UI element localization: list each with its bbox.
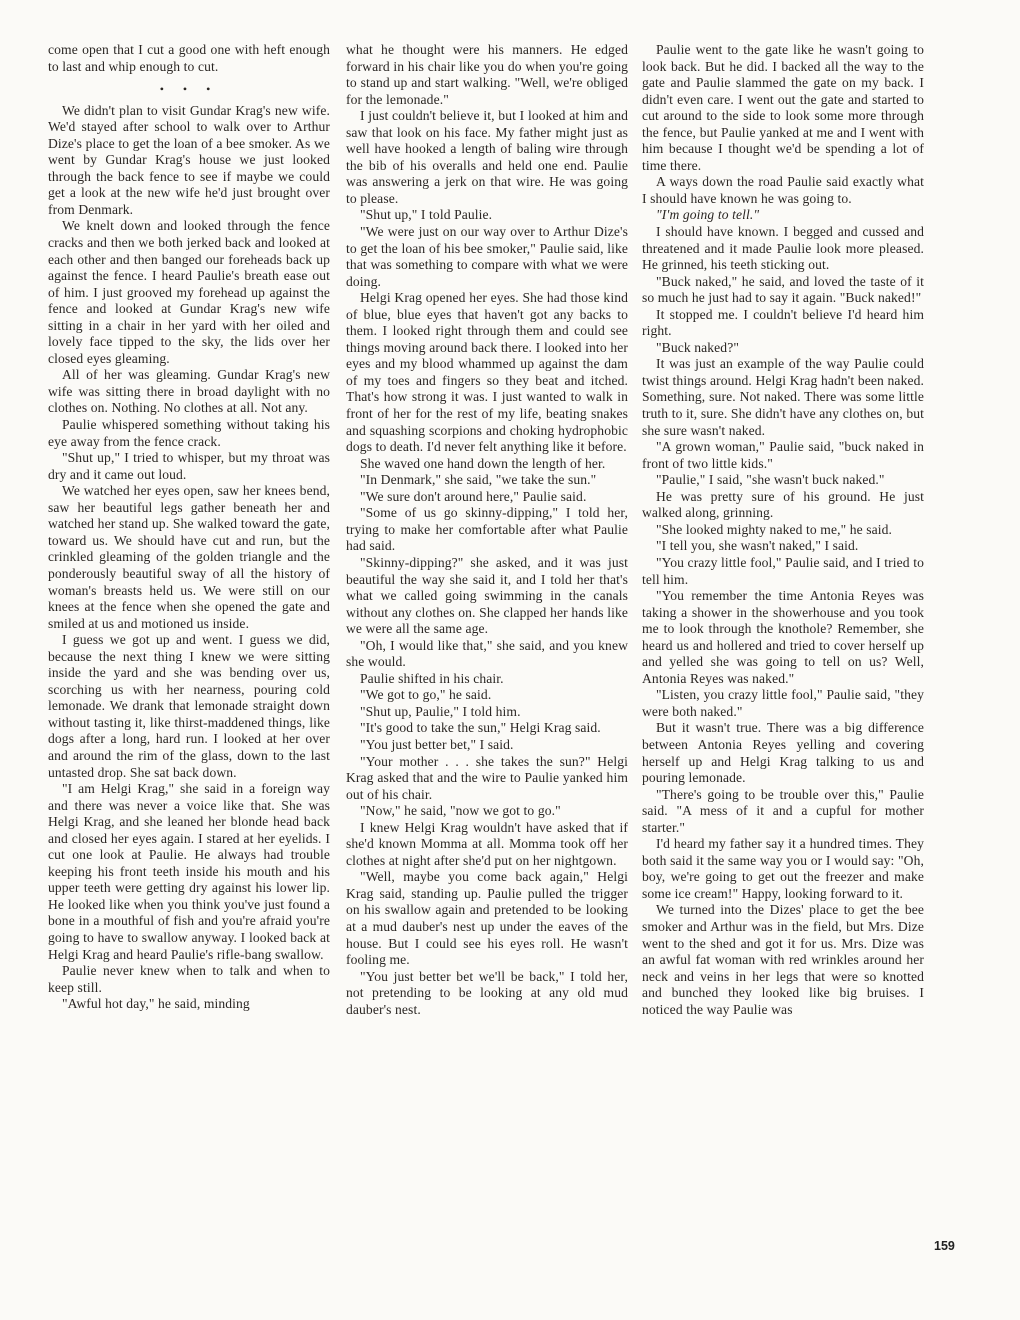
paragraph: come open that I cut a good one with heft enough to last and whip enough to cut. [48, 42, 330, 74]
paragraph: "We were just on our way over to Arthur Dize's to get the loan of his bee smoker," Paulie said, like that was something to compare with what we were doing. [346, 224, 628, 289]
section-break: • • • [159, 82, 219, 97]
paragraph: "Now," he said, "now we got to go." [360, 803, 561, 819]
text-column-1 [48, 42, 330, 1013]
paragraph: "Well, maybe you come back again," Helgi Krag said, standing up. Paulie pulled the trigger on his swallow again and pretended to be looking at a mud dauber's nest up under the eaves of the house. But I could see his eyes roll. He wasn't fooling me. [346, 869, 628, 968]
paragraph: Helgi Krag opened her eyes. She had those kind of blue, blue eyes that haven't got any backs to them. I looked right through them and could see things moving around back there. I looked into her eyes and my blood whammed up against the dam of my toes and fingers so they beat and itched. That's how strong it was. I just wanted to walk in front of her for the rest of my life, beating snakes and squashing scorpions and choking hydrophobic dogs to death. I'd never felt anything like it before. [346, 290, 628, 455]
paragraph: "You remember the time Antonia Reyes was taking a shower in the showerhouse and you took me to look through the knothole? Remember, she heard us and hollered and tried to cover herself up and yelled she was going to tell on us? Well, Antonia Reyes was naked." [642, 588, 924, 686]
paragraph: "I am Helgi Krag," she said in a foreign way and there was never a voice like that. She was Helgi Krag, and she leaned her blonde head back and closed her eyes again. I stared at her eyelids. I cut one look at Paulie. He always had trouble keeping his front teeth inside his mouth and his upper teeth were getting dry against his lower lip. He looked like when you think you've just found a bone in a mouthful of fish and you're afraid you're going to have to swallow anyway. I looked back at Helgi Krag and heard Paulie's rifle-bang swallow. [48, 781, 330, 962]
paragraph: I knew Helgi Krag wouldn't have asked that if she'd known Momma at all. Momma took off her clothes at night after she'd put on her nightgown. [346, 819, 628, 868]
paragraph: what he thought were his manners. He edged forward in his chair like you do when you're going to stand up and start walking. "Well, we're obliged for the lemonade." [346, 42, 628, 107]
paragraph: "Paulie," I said, "she wasn't buck naked." [656, 472, 885, 488]
paragraph: "Oh, I would like that," she said, and you knew she would. [346, 637, 628, 670]
paragraph: "Shut up, Paulie," I told him. [360, 703, 521, 719]
paragraph: Paulie shifted in his chair. [360, 670, 504, 686]
paragraph: "We got to go," he said. [360, 687, 492, 703]
paragraph: "In Denmark," she said, "we take the sun." [360, 472, 597, 488]
paragraph: "You crazy little fool," Paulie said, and I tried to tell him. [642, 554, 924, 587]
paragraph: She waved one hand down the length of her. [360, 455, 606, 471]
paragraph: "Skinny-dipping?" she asked, and it was just beautiful the way she said it, and I told her that's what we called going swimming in the canals without any clothes on. She clapped her hands like we were all the same age. [346, 554, 628, 637]
paragraph: "There's going to be trouble over this," Paulie said. "A mess of it and a cupful for mother starter." [642, 786, 924, 835]
paragraph: It stopped me. I couldn't believe I'd heard him right. [642, 306, 924, 339]
paragraph: I guess we got up and went. I guess we did, because the next thing I knew we were sitting inside the yard and she was bending over us, scorching us with her nearness, pouring cold lemonade. We drank that lemonade straight down without tasting it, like thirst-maddened things, like dogs after a long, hard run. I looked at her over and around the rim of the glass, down to the last untasted drop. She sat back down. [48, 632, 330, 780]
text-column-2 [346, 42, 628, 1018]
paragraph: Paulie never knew when to talk and when to keep still. [48, 963, 330, 995]
paragraph: "Awful hot day," he said, minding [62, 996, 250, 1012]
paragraph: "Some of us go skinny-dipping," I told her, trying to make her comfortable after what Paulie had said. [346, 505, 628, 554]
paragraph: We watched her eyes open, saw her knees bend, saw her beautiful legs gather beneath her and watched her stand up. She walked toward the gate, toward us. We should have cut and run, but the crinkled gleaming of the golden triangle and the ponderously beautiful sway of all the history of woman's breasts held us. We were still on our knees at the fence when she opened the gate and smiled at us and motioned us inside. [48, 483, 330, 631]
paragraph: A ways down the road Paulie said exactly what I should have known he was going to. [642, 174, 924, 206]
paragraph: "Shut up," I told Paulie. [360, 207, 493, 223]
paragraph: We turned into the Dizes' place to get the bee smoker and Arthur was in the field, but Mrs. Dize went to the shed and got it for us. Mrs. Dize was an awful fat woman with red wrinkles around her neck and veins in her legs that were so knotted and bunched they looked like big bruises. I noticed the way Paulie was [642, 902, 924, 1017]
paragraph: We knelt down and looked through the fence cracks and then we both jerked back and looked at each other and then banged our foreheads back up against the fence. I heard Paulie's breath ease out of him. I just grooved my forehead up against the fence and looked at Gundar Krag's new wife sitting in a chair in her yard with her oiled and lovely face tipped to the sky, the lids over her closed eyes gleaming. [48, 218, 330, 366]
paragraph: But it wasn't true. There was a big difference between Antonia Reyes yelling and covering herself up and Helgi Krag talking to us and pouring lemonade. [642, 720, 924, 786]
paragraph: "You just better bet we'll be back," I told her, not pretending to be looking at any old mud dauber's nest. [346, 968, 628, 1017]
paragraph: He was pretty sure of his ground. He just walked along, grinning. [642, 488, 924, 521]
paragraph: "I tell you, she wasn't naked," I said. [656, 538, 859, 554]
paragraph: "You just better bet," I said. [360, 736, 514, 752]
paragraph: All of her was gleaming. Gundar Krag's new wife was sitting there in broad daylight with no clothes on. Nothing. No clothes at all. Not any. [48, 367, 330, 416]
text-column-3 [642, 42, 924, 1018]
paragraph: It was just an example of the way Paulie could twist things around. Helgi Krag hadn't been naked. Something, sure. Not naked. There was some little truth to it, sure. She didn't have any clothes on, but she sure wasn't naked. [642, 356, 924, 438]
paragraph: "I'm going to tell." [656, 207, 760, 223]
paragraph: "She looked mighty naked to me," he said. [656, 521, 893, 537]
paragraph: "We sure don't around here," Paulie said. [360, 488, 587, 504]
paragraph: We didn't plan to visit Gundar Krag's new wife. We'd stayed after school to walk over to Arthur Dize's place to get the loan of a bee smoker. As we went by Gundar Krag's house we just looked through the back fence to see if maybe we could get a look at the new wife he'd just brought over from Denmark. [48, 102, 330, 217]
paragraph: "Buck naked?" [656, 339, 739, 355]
paragraph: I just couldn't believe it, but I looked at him and saw that look on his face. My father might just as well have hooked a length of baling wire through the bib of his overalls and held one end. Paulie was answering a jerk on that wire. He was going to please. [346, 108, 628, 206]
paragraph: "Shut up," I tried to whisper, but my throat was dry and it came out loud. [48, 450, 330, 482]
paragraph: Paulie whispered something without taking his eye away from the fence crack. [48, 417, 330, 449]
paragraph: "It's good to take the sun," Helgi Krag said. [360, 720, 601, 736]
paragraph: "Your mother . . . she takes the sun?" Helgi Krag asked that and the wire to Paulie yanked him out of his chair. [346, 753, 628, 802]
page-number: 159 [934, 1239, 955, 1253]
paragraph: Paulie went to the gate like he wasn't going to look back. But he did. I backed all the way to the gate and Paulie slammed the gate on my back. I didn't even care. I went out the gate and started to cut around to the side to look some more through the fence, but Paulie yanked at me and I went with him because I thought we'd be spending a lot of time there. [642, 42, 924, 173]
paragraph: "Buck naked," he said, and loved the taste of it so much he just had to say it again. "Buck naked!" [642, 273, 924, 306]
paragraph: "A grown woman," Paulie said, "buck naked in front of two little kids." [642, 439, 924, 471]
paragraph: "Listen, you crazy little fool," Paulie said, "they were both naked." [642, 687, 924, 719]
paragraph: I should have known. I begged and cussed and threatened and it made Paulie look more pleased. He grinned, his teeth sticking out. [642, 224, 924, 273]
paragraph: I'd heard my father say it a hundred times. They both said it the same way you or I would say: "Oh, boy, we're going to get out the freezer and make some ice cream!" Happy, looking forward to it. [642, 836, 924, 901]
